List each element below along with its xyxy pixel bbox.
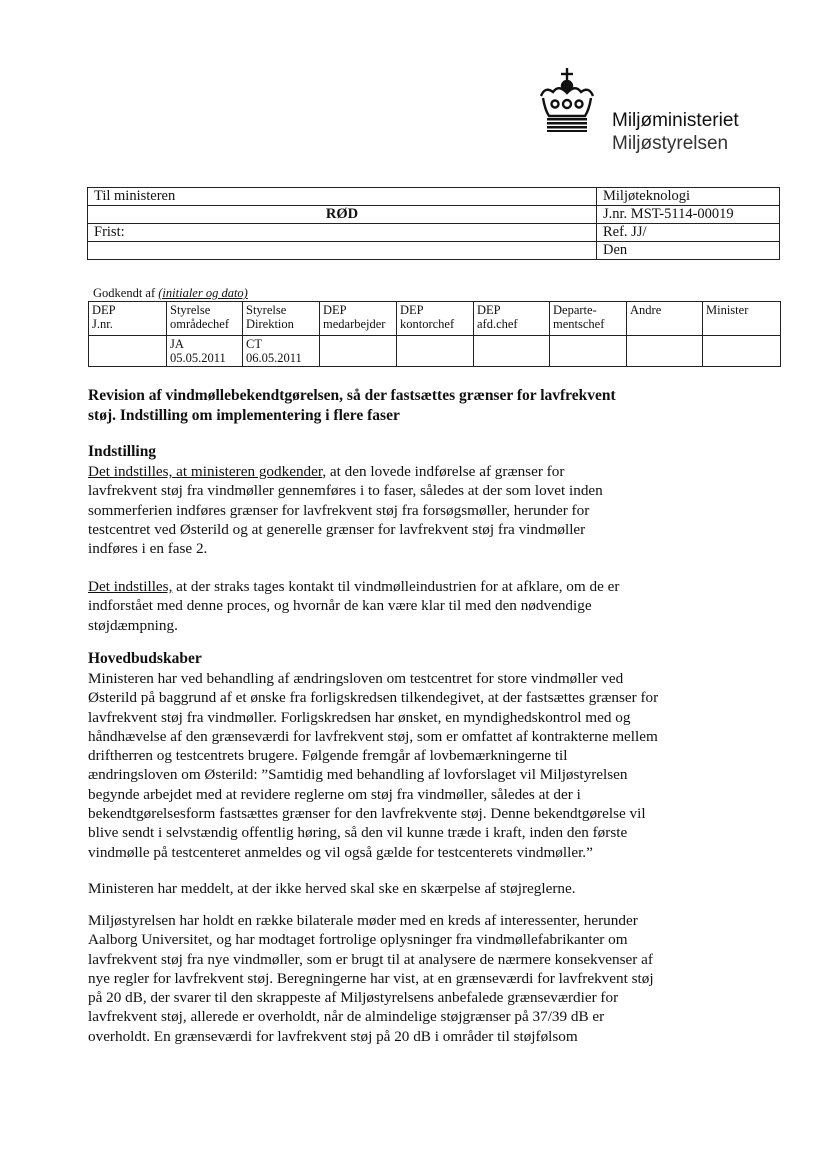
approval-label-text: Godkendt af <box>93 286 159 300</box>
department: Miljøteknologi <box>597 188 780 206</box>
approval-col-header: Styrelse områdechef <box>167 302 243 336</box>
paragraph-main-message: Ministeren har ved behandling af ændringsloven om testcentret for store vindmøller ved Østerild på baggrund af et ønske fra forligskredsen tilkendegivet, at der fastsættes grænser for lavfrekvent støj fra vindmøller. Forligskredsen har ønsket, en myndighedskontrol med og håndhævelse af den grænseværdi for lavfrekvent støj, som er omfattet af kontrakterne mellem driftherren og testcentrets brugere. Følgende fremgår af lovbemærkningerne til ændringsloven om Østerild: ”Samtidig med behandling af lovforslaget vil Miljøstyrelsen begynde arbejdet med at revidere reglerne om støj fra vindmøller, således at der i bekendtgørelsesform fastsættes grænser for den lavfrekvente støj. Denne bekendtgørelse vil blive sendt i selvstændig offentlig høring, så den vil kunne træde i kraft, inden den første vindmølle på testcenteret anmeldes og vil også gælde for testcenterets vindmøller.” <box>88 670 659 861</box>
approval-col-header: DEP kontorchef <box>397 302 474 336</box>
approval-cell <box>320 336 397 367</box>
crown-logo-icon <box>535 66 605 132</box>
reference: Ref. JJ/ <box>597 224 780 242</box>
approval-cell <box>627 336 703 367</box>
deadline: Frist: <box>88 224 597 242</box>
section-heading-hovedbudskaber: Hovedbudskaber <box>88 650 202 667</box>
paragraph-meetings: Miljøstyrelsen har holdt en række bilaterale møder med en kreds af interessenter, herunder Aalborg Universitet, og har modtaget fortrolige oplysninger fra vindmøllefabrikanter om lavfrekvent støj fra nye vindmøller, som er brugt til at analysere de nærmere konsekvenser af nye regler for lavfrekvent støj. Beregningerne har vist, at en grænseværdi for lavfrekvent støj på 20 dB, der svarer til den skrappeste af Miljøstyrelsens anbefalede grænseværdier for lavfrekvent støj, allerede er overholdt, når de almindelige støjgrænser på 37/39 dB er overholdt. En grænseværdi for lavfrekvent støj på 20 dB i områder til støjfølsom <box>88 912 654 1045</box>
approval-cell: JA 05.05.2011 <box>167 336 243 367</box>
approval-col-header: DEP J.nr. <box>89 302 167 336</box>
approval-col-header: Styrelse Direktion <box>243 302 320 336</box>
journal-number: J.nr. MST-5114-00019 <box>597 206 780 224</box>
approval-table <box>88 301 781 367</box>
empty-cell <box>88 242 597 260</box>
memo-header-table <box>87 187 780 260</box>
approval-cell <box>397 336 474 367</box>
organization-name <box>612 110 739 156</box>
approval-col-header: DEP afd.chef <box>474 302 550 336</box>
document-title: Revision af vindmøllebekendtgørelsen, så der fastsættes grænser for lavfrekvent støj. Indstilling om implementering i flere faser <box>88 387 616 424</box>
recipient: Til ministeren <box>88 188 597 206</box>
approval-cell <box>703 336 781 367</box>
approval-cell: CT 06.05.2011 <box>243 336 320 367</box>
approval-col-header: Andre <box>627 302 703 336</box>
paragraph-recommendation-2: Det indstilles, at der straks tages kontakt til vindmølleindustrien for at afklare, om de er indforstået med denne proces, og hvornår de kan være klar til med den nødvendige støjdæmpning. <box>88 578 620 634</box>
approval-label-note: (initialer og dato) <box>158 286 248 300</box>
ministry-name: Miljøministeriet <box>612 110 739 131</box>
approval-col-header: DEP medarbejder <box>320 302 397 336</box>
date: Den <box>597 242 780 260</box>
approval-header-row <box>89 302 781 336</box>
approval-col-header: Minister <box>703 302 781 336</box>
section-heading-indstilling: Indstilling <box>88 443 157 460</box>
approval-cell <box>550 336 627 367</box>
classification: RØD <box>88 206 597 224</box>
approval-col-header: Departe- mentschef <box>550 302 627 336</box>
approval-label <box>93 286 248 301</box>
approval-value-row <box>89 336 781 367</box>
agency-name: Miljøstyrelsen <box>612 133 729 154</box>
approval-cell <box>474 336 550 367</box>
paragraph-no-tightening: Ministeren har meddelt, at der ikke herved skal ske en skærpelse af støjreglerne. <box>88 880 576 897</box>
paragraph-recommendation-1: Det indstilles, at ministeren godkender, at den lovede indførelse af grænser for lavfrekvent støj fra vindmøller gennemføres i to faser, således at der som lovet inden sommerferien indføres grænser for lavfrekvent støj fra forsøgsmøller, herunder for testcentret ved Østerild og at generelle grænser for lavfrekvent støj fra vindmøller indføres i en fase 2. <box>88 463 603 558</box>
approval-cell <box>89 336 167 367</box>
